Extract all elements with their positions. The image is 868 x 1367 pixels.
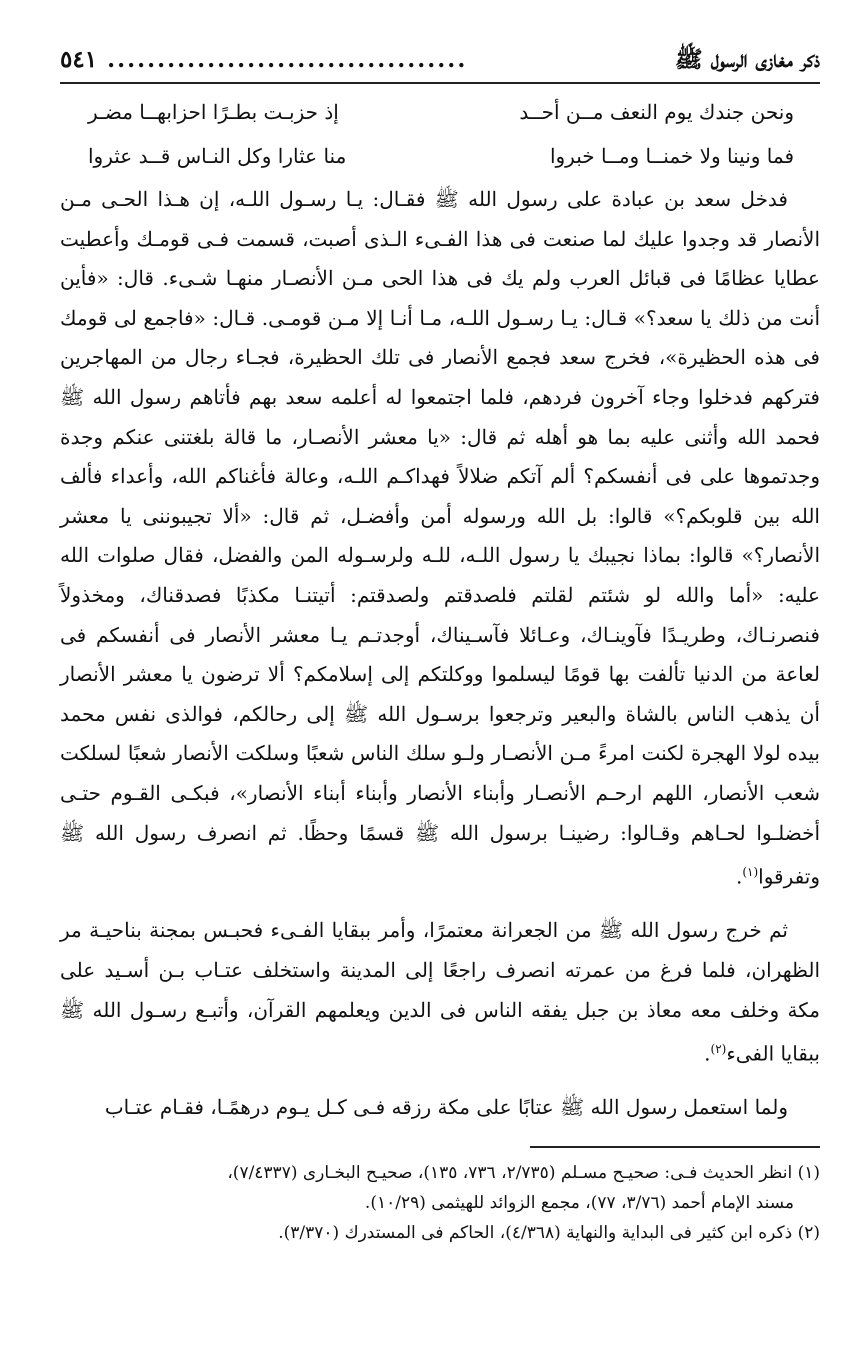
paragraph-text: ثم خرج رسول الله ﷺ من الجعرانة معتمرًا، وأمر ببقايا الفـىء فحبـس بمجنة بناحيـة مر الظهران، فلما فرغ من عمرته انصرف راجعًا إلى المدينة واستخلف عتـاب بـن أسـيد على مكة وخلف معه معاذ بن جبل يفقه الناس فى الدين ويعلمهم القرآن، وأتبـع رسـول الله ﷺ ببقايا الفىء: [60, 918, 821, 1066]
poem-verse: [60, 134, 820, 178]
footnote-ref[interactable]: (٢): [710, 1042, 727, 1057]
verse-second-hemistich: إذ حزبـت بطـرًا احزابهــا مضـر: [88, 100, 339, 124]
verse-first-hemistich: ونحن جندك يوم النعف مــن أحــد: [519, 100, 794, 124]
verse-first-hemistich: فما ونينا ولا خمنــا ومــا خبروا: [549, 144, 794, 168]
poem-verse: [60, 90, 820, 134]
body-paragraph: فدخل سعد بن عبادة على رسول الله ﷺ فقـال: يـا رسـول اللـه، إن هـذا الحـى مـن الأنصار قد وجدوا عليك لما صنعت فى هذا الفـىء الـذى أصبت، قسمت فـى قومـك وأعطيت عطايا عظامًا فى قبائل العرب ولم يك فى هذا الحى مـن الأنصـار منهـا شـىء. قال: «فأين أنت من ذلك يا سعد؟» قـال: يـا رسـول اللـه، مـا أنـا إلا مـن قومـى. قـال: «فاجمع لى قومك فى هذه الحظيرة»، فخرج سعد فجمع الأنصار فى تلك الحظيرة، فجـاء رجال من المهاجرين فتركهم فدخلوا وجاء آخرون فردهم، فلما اجتمعوا له أعلمه سعد بهم فأتاهم رسول الله ﷺ فحمد الله وأثنى عليه بما هو أهله ثم قال: «يا معشر الأنصـار، ما قالة بلغتنى عنكم وجدة وجدتموها على فى أنفسكم؟ ألم آتكم ضلالاً فهداكـم اللـه، وعالة فأغناكم الله، وأعداء فألف الله بين قلوبكم؟» قالوا: بل الله ورسوله أمن وأفضـل، ثم قال: «ألا تجيبوننى يا معشر الأنصار؟» قالوا: بماذا نجيبك يا رسول اللـه، للـه ولرسـوله المن والفضل، فقال صلوات الله عليه: «أما والله لو شئتم لقلتم فلصدقتم ولصدقتم: أتيتنـا مكذبًا فصدقناك، ومخذولاً فنصرنـاك، وطريـدًا فآوينـاك، وعـائلا فآسـيناك، أوجدتـم يـا معشر الأنصار فى أنفسكم فى لعاعة من الدنيا تألفت بها قومًا ليسلموا ووكلتكم إلى إسلامكم؟ ألا ترضون يا معشر الأنصار أن يذهب الناس بالشاة والبعير وترجعوا برسـول الله ﷺ إلى رحالكم، فوالذى نفس محمد بيده لولا الهجرة لكنت امرءً مـن الأنصـار ولـو سلك الناس شعبًا وسلكت الأنصار شعبًا لسلكت شعب الأنصار، اللهم ارحـم الأنصـار وأبناء الأنصار وأبناء أبناء الأنصار»، فبكـى القـوم حتـى أخضلـوا لحـاهم وقـالوا: رضينـا برسول الله ﷺ قسمًا وحظًا. ثم انصرف رسول الله ﷺ وتفرقوا$^{(١)}$.: [60, 187, 820, 889]
body-paragraph: ثم خرج رسول الله ﷺ من الجعرانة معتمرًا، وأمر ببقايا الفـىء فحبـس بمجنة بناحيـة مر الظهران، فلما فرغ من عمرته انصرف راجعًا إلى المدينة واستخلف عتـاب بـن أسـيد على مكة وخلف معه معاذ بن جبل يفقه الناس فى الدين ويعلمهم القرآن، وأتبـع رسـول الله ﷺ ببقايا الفىء$^{(٢)}$.: [60, 918, 821, 1066]
book-page: [60, 40, 820, 1248]
footnotes: [60, 1158, 820, 1248]
body-paragraph: [60, 1088, 820, 1128]
leader-dots: ....................................: [107, 46, 468, 73]
footnote-divider: [530, 1146, 820, 1148]
paragraph-text: ولما استعمل رسول الله ﷺ عتابًا على مكة رزقه فـى كـل يـوم درهمًـا، فقـام عتـاب: [104, 1095, 788, 1120]
poem: [60, 90, 820, 178]
footnote-text: (١) انظر الحديث فـى: صحيـح مسـلم (٢/٧٣٥، ٧٣٦، ١٣٥)، صحيـح البخـارى (٧/٤٣٣٧)،: [227, 1162, 820, 1183]
page-number: ٥٤١: [60, 46, 98, 73]
chapter-title: ذكر مغازى الرسول ﷺ: [674, 46, 820, 73]
footnote-1: [60, 1158, 820, 1188]
verse-second-hemistich: منا عثارا وكل النـاس قــد عثروا: [88, 144, 347, 168]
footnote-text: (٢) ذكره ابن كثير فى البداية والنهاية (٤/٣٦٨)، الحاكم فى المستدرك (٣/٣٧٠).: [278, 1222, 820, 1243]
running-header: [60, 40, 820, 84]
footnote-text: مسند الإمام أحمد (٣/٧٦، ٧٧)، مجمع الزوائد للهيثمى (١٠/٢٩).: [364, 1192, 794, 1213]
paragraph-text: فدخل سعد بن عبادة على رسول الله ﷺ فقـال: يـا رسـول اللـه، إن هـذا الحـى مـن الأنصار قد وجدوا عليك لما صنعت فى هذا الفـىء الـذى أصبت، قسمت فـى قومـك وأعطيت عطايا عظامًا فى قبائل العرب ولم يك فى هذا الحى مـن الأنصـار منهـا شـىء. قال: «فأين أنت من ذلك يا سعد؟» قـال: يـا رسـول اللـه، مـا أنـا إلا مـن قومـى. قـال: «فاجمع لى قومك فى هذه الحظيرة»، فخرج سعد فجمع الأنصار فى تلك الحظيرة، فجـاء رجال من المهاجرين فتركهم فدخلوا وجاء آخرون فردهم، فلما اجتمعوا له أعلمه سعد بهم فأتاهم رسول الله ﷺ فحمد الله وأثنى عليه بما هو أهله ثم قال: «يا معشر الأنصـار، ما قالة بلغتنى عنكم وجدة وجدتموها على فى أنفسكم؟ ألم آتكم ضلالاً فهداكـم اللـه، وعالة فأغناكم الله، وأعداء فألف الله بين قلوبكم؟» قالوا: بل الله ورسوله أمن وأفضـل، ثم قال: «ألا تجيبوننى يا معشر الأنصار؟» قالوا: بماذا نجيبك يا رسول اللـه، للـه ولرسـوله المن والفضل، فقال صلوات الله عليه: «أما والله لو شئتم لقلتم فلصدقتم ولصدقتم: أتيتنـا مكذبًا فصدقناك، ومخذولاً فنصرنـاك، وطريـدًا فآوينـاك، وعـائلا فآسـيناك، أوجدتـم يـا معشر الأنصار فى أنفسكم فى لعاعة من الدنيا تألفت بها قومًا ليسلموا ووكلتكم إلى إسلامكم؟ ألا ترضون يا معشر الأنصار أن يذهب الناس بالشاة والبعير وترجعوا برسـول الله ﷺ إلى رحالكم، فوالذى نفس محمد بيده لولا الهجرة لكنت امرءً مـن الأنصـار ولـو سلك الناس شعبًا وسلكت الأنصار شعبًا لسلكت شعب الأنصار، اللهم ارحـم الأنصـار وأبناء الأنصار وأبناء أبناء الأنصار»، فبكـى القـوم حتـى أخضلـوا لحـاهم وقـالوا: رضينـا برسول الله ﷺ قسمًا وحظًا. ثم انصرف رسول الله ﷺ وتفرقوا: [60, 187, 820, 889]
footnote-2: [60, 1218, 820, 1248]
footnote-ref[interactable]: (١): [742, 865, 759, 880]
footnote-1-continuation: [60, 1188, 820, 1218]
